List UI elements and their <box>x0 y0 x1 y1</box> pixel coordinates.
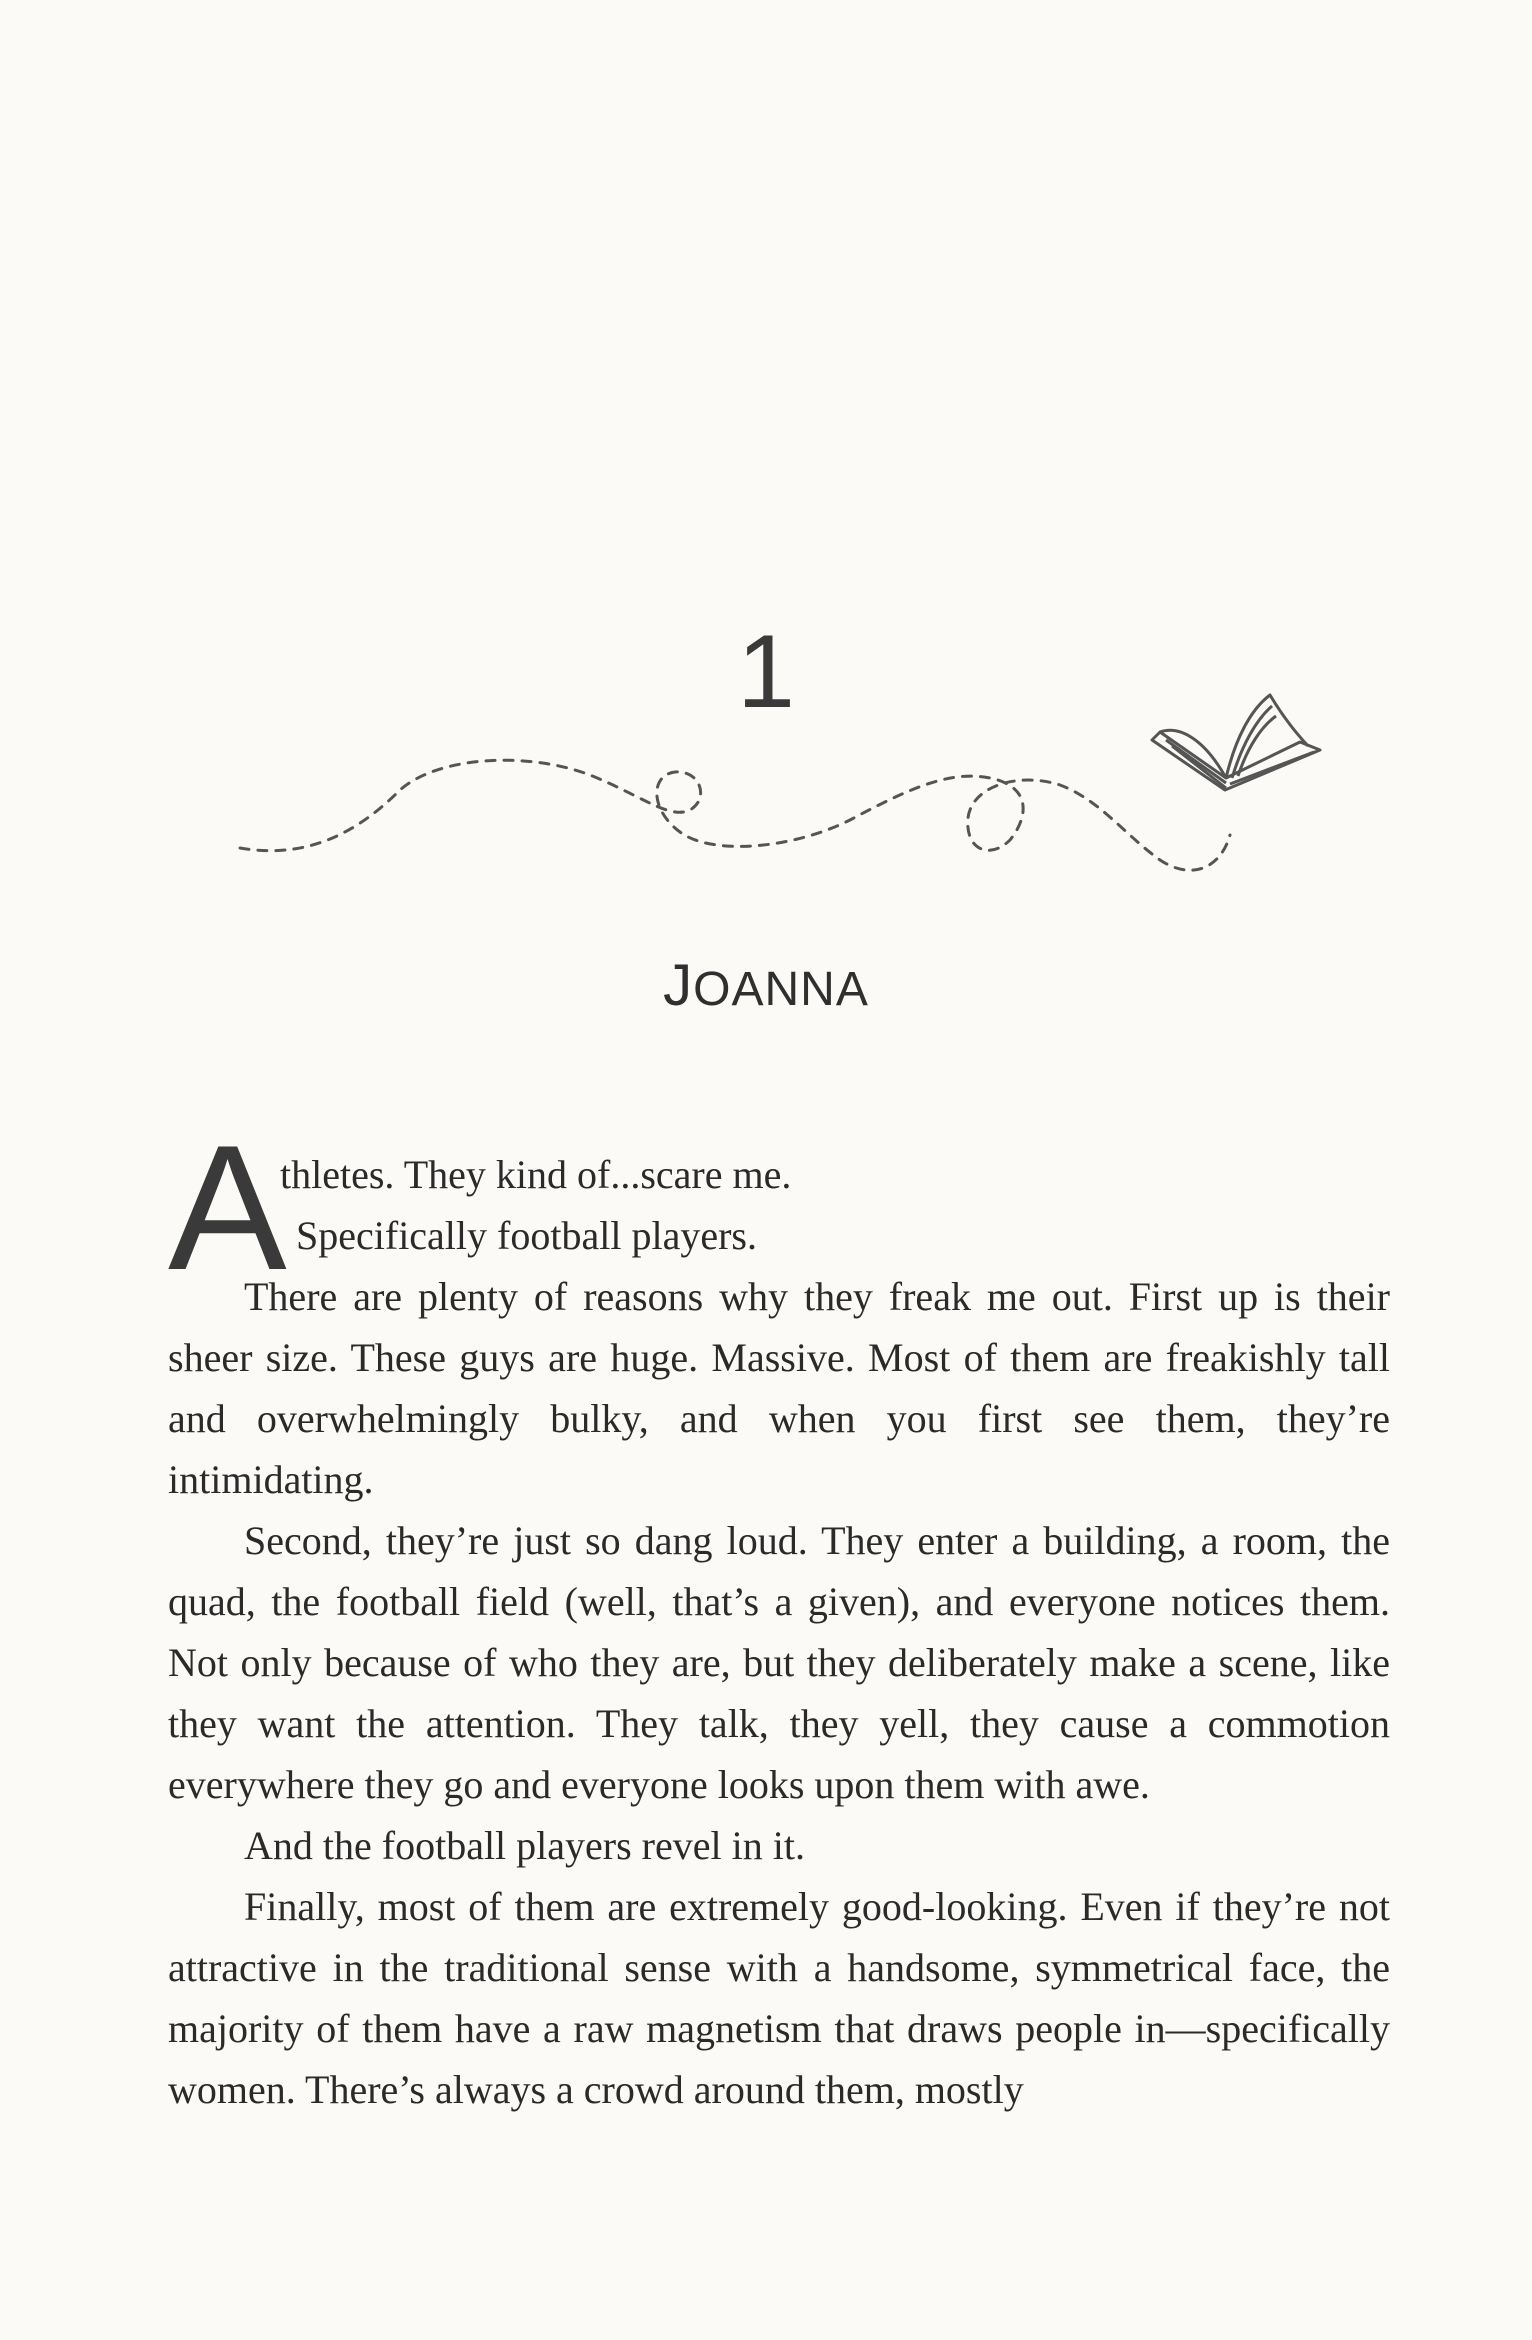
chapter-number: 1 <box>737 614 795 730</box>
drop-cap: A <box>168 1108 287 1307</box>
opening-lines <box>168 1108 1390 1307</box>
paragraph: Finally, most of them are extremely good-looking. Even if they’re not attractive in the traditional sense with a handsome, symmetrical face, the majority of them have a raw magnetism that draws people in—specifically women. There’s always a crowd around them, mostly <box>168 1884 1390 2112</box>
dashed-swirl-ornament <box>230 660 1350 900</box>
paragraph: Second, they’re just so dang loud. They enter a building, a room, the quad, the football field (well, that’s a given), and everyone notices them. Not only because of who they are, but they deliberately make a scene, like they want the attention. They talk, they yell, they cause a commotion everywhere they go and everyone looks upon them with awe. <box>168 1518 1390 1807</box>
paragraph: And the football players revel in it. <box>244 1823 805 1868</box>
opening-line-1: thletes. They kind of...scare me. <box>280 1152 792 1197</box>
chapter-title <box>0 952 1532 1019</box>
chapter-title-rest: OANNA <box>693 963 869 1016</box>
opening-line-2: Specifically football players. <box>296 1213 757 1258</box>
paragraph: There are plenty of reasons why they freak me out. First up is their sheer size. These guys are huge. Massive. Most of them are freakishly tall and overwhelmingly bulky, and when you first see them, they’re intimidating. <box>168 1274 1390 1502</box>
open-book-icon <box>1152 695 1320 790</box>
chapter-body <box>168 1108 1390 2120</box>
chapter-title-first-letter: J <box>663 953 694 1018</box>
dashed-flourish-path <box>240 760 1230 870</box>
